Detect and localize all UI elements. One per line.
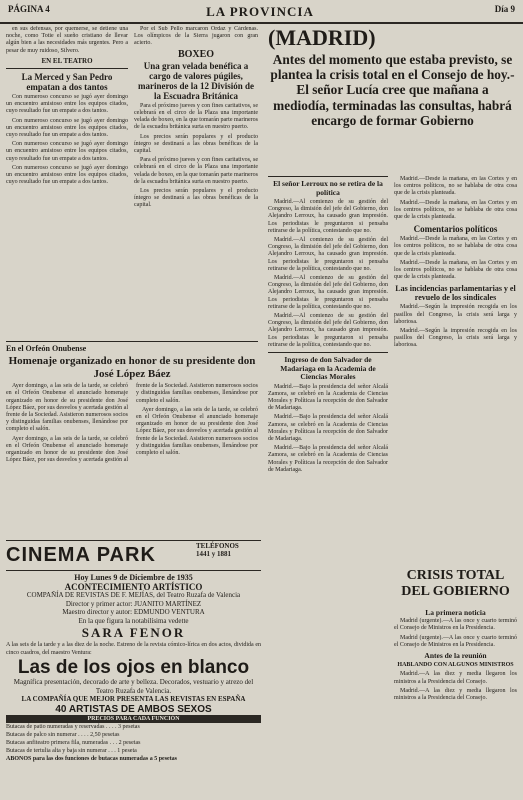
right-heading-3: Comentarios políticos [413, 224, 498, 235]
cinema-program-intro: A las seis de la tarde y a las diez de la noche. Estreno de la revista cómico-lírica en dos actos, dividida en cinco cuadros, del maestro Ventura: [6, 642, 261, 656]
mid-heading-1: BOXEO [177, 48, 215, 60]
left-body-2: Con numeroso concurso se jugó ayer domingo un encuentro amistoso entre los equipos citados, cuyo resultado fue un empate a dos tantos. [6, 94, 128, 115]
right-column-b [394, 176, 517, 566]
mid-heading-2: Una gran velada benéfica a cargo de valores púgiles, marineros de la 12 División de la Escuadra Británica [137, 60, 255, 101]
right-body-1c: Madrid.—Al comienzo de su gestión del Congreso, la dimisión del jefe del Gobierno, don Alejandro Lerroux, ha causado gran impresión. Los periodistas le preguntaron si pensaba retirarse de la política, contestando que no. [268, 275, 388, 310]
right-body-2c: Madrid.—Bajo la presidencia del señor Alcalá Zamora, se celebró en la Academia de Ciencias Morales y Políticas la recepción de don Salvador de Madariaga. [268, 445, 388, 473]
madrid-banner: (MADRID) [268, 25, 376, 50]
left-heading-2: La Merced y San Pedro empatan a dos tantos [21, 72, 113, 93]
phones-number: 1441 y 1881 [196, 550, 231, 558]
right-body-1b: Madrid.—Al comienzo de su gestión del Congreso, la dimisión del jefe del Gobierno, don Alejandro Lerroux, ha causado gran impresión. Los periodistas le preguntaron si pensaba retirarse de la política, contestando que no. [268, 237, 388, 272]
right-heading-2: Ingreso de don Salvador de Madariaga en la Academia de Ciencias Morales [280, 355, 376, 382]
crisis-banner: CRISIS TOTAL DEL GOBIERNO [401, 568, 510, 599]
crisis-body-1: Madrid (urgente).—A las once y cuarto terminó el Consejo de Ministros en la Presidencia. [394, 618, 517, 632]
cinema-vedette: SARA FENOR [81, 625, 186, 640]
crisis-body-2b: Madrid.—A las diez y media llegaron los ministros a la Presidencia del Consejo. [394, 687, 517, 702]
left-body-2b: Con numeroso concurso se jugó ayer domingo un encuentro amistoso entre los equipos citados, cuyo resultado fue un empate a dos tantos. [6, 117, 128, 139]
cinema-film-title: Las de los ojos en blanco [17, 657, 250, 678]
right-body-3b: Madrid.—Desde la mañana, en las Cortes y en los centros políticos, no se hablaba de otra cosa que de la crisis planteada. [394, 199, 517, 221]
mid-body-2: Para el próximo jueves y con fines caritativos, se celebrará en el circo de la Plaza una importante velada de boxeo, en la que tomarán parte marineros de la escuadra británica surta en nuestro puerto. [134, 102, 258, 131]
mid-body-1: Por el Sub Pello marcaron Ordaz y Cárdenas. Los olímpicos de la Sierra jugaron con gran acierto. [134, 26, 258, 47]
crisis-body-2: Madrid.—A las diez y media llegaron los ministros a la Presidencia del Consejo. [394, 671, 517, 685]
right-column-a [268, 176, 388, 776]
day-label: Día 9 [494, 4, 515, 14]
crisis-body-1b: Madrid (urgente).—A las once y cuarto terminó el Consejo de Ministros en la Presidencia. [394, 634, 517, 648]
crisis-heading-1: La primera noticia [425, 608, 486, 617]
page-label: PÁGINA 4 [8, 4, 50, 14]
cinema-event: ACONTECIMIENTO ARTÍSTICO [64, 581, 203, 592]
cinema-company-note: LA COMPAÑÍA QUE MEJOR PRESENTA LAS REVISTAS EN ESPAÑA [21, 695, 246, 703]
right-body-4b: Madrid.—Según la impresión recogida en los pasillos del Congreso, la crisis será larga y laboriosa. [394, 328, 517, 349]
right-body-3a: Madrid.—Desde la mañana, en las Cortes y en los centros políticos, no se hablaba de otra cosa que de la crisis planteada. [394, 176, 517, 197]
crisis-section [394, 606, 517, 796]
cinema-price-3: Butacas de tertulia alta y baja sin numerar . . . 1 peseta [6, 747, 137, 754]
cinema-credits: Magnífica presentación, decorado de arte y belleza. Decorados, vestuario y atrezo del Teatro Ruzafa de Valencia. [13, 678, 254, 695]
left-heading-1: EN EL TEATRO [41, 56, 93, 65]
orfeon-body-b: Ayer domingo, a las seis de la tarde, se celebró en el Orfeón Onubense el anunciado homenaje organizado en honor de su presidente don José López Báez, por sus desvelos y acertada gestión al frente de la Sociedad. Asistieron numerosos socios y distinguidas familias onubenses, llenándose por completo el salón. [6, 383, 258, 464]
main-headline: Antes del momento que estaba previsto, se plantea la crisis total en el Consejo de hoy.-El señor Lucía cree que mañana a mediodía, terminadas las consultas, habrá encargo de formar Gobierno [270, 52, 515, 128]
cinema-vedette-intro: En la que figura la notabilísima vedette [78, 616, 189, 625]
left-body-2d: Con numeroso concurso se jugó ayer domingo un encuentro amistoso entre los equipos citados, cuyo resultado fue un empate a dos tantos. [6, 164, 128, 186]
right-body-2b: Madrid.—Bajo la presidencia del señor Alcalá Zamora, se celebró en la Academia de Ciencias Morales y Políticas la recepción de don Salvador de Madariaga. [268, 414, 388, 442]
right-body-4: Madrid.—Según la impresión recogida en los pasillos del Congreso, la crisis será larga y laboriosa. [394, 304, 517, 325]
mid-body-2b: Para el próximo jueves y con fines caritativos, se celebrará en el circo de la Plaza una importante velada de boxeo, en la que tomarán parte marineros de la escuadra británica surta en nuestro puerto. [134, 157, 258, 185]
star-label: Maestro director y autor: [62, 608, 133, 616]
right-heading-1: El señor Lerroux no se retira de la política [273, 179, 383, 197]
star-name: EDMUNDO VENTURA [133, 608, 205, 616]
cinema-price-0: Butacas de patio numeradas y reservadas . . . . 3 pesetas [6, 723, 140, 730]
orfeon-headline: Homenaje organizado en honor de su presidente don José López Báez [8, 355, 256, 381]
right-body-1d: Madrid.—Al comienzo de su gestión del Congreso, la dimisión del jefe del Gobierno, don Alejandro Lerroux, ha causado gran impresión. Los periodistas le preguntaron si pensaba retirarse de la política, contestando que no. [268, 313, 388, 348]
orfeon-section [6, 338, 258, 536]
left-body-1: en sus defensas, por quemerse, se detiene una noche, como Totie el sueño cristiano de llevar algún bien a las necesidades más urgentes. Pero a pesar de muy ruidoso, Silvero. [6, 26, 128, 54]
cinema-company: COMPAÑÍA DE REVISTAS DE F. MEJÍAS, del Teatro Ruzafa de Valencia [26, 591, 241, 599]
orfeon-body: Ayer domingo, a las seis de la tarde, se celebró en el Orfeón Onubense el anunciado homenaje organizado en honor de su presidente don José López Báez, por sus desvelos y acertada gestión al frente de la Sociedad. Asistieron numerosos socios y distinguidas familias onubenses, llenándose por completo el salón. [6, 383, 128, 433]
left-body-2c: Con numeroso concurso se jugó ayer domingo un encuentro amistoso entre los equipos citados, cuyo resultado fue un empate a dos tantos. [6, 141, 128, 162]
cinema-date: Hoy Lunes 9 de Diciembre de 1935 [74, 573, 193, 582]
cinema-phones [196, 542, 239, 558]
cinema-girls: 40 ARTISTAS DE AMBOS SEXOS [55, 703, 212, 715]
cinema-ad [6, 540, 261, 796]
orfeon-kicker: En el Orfeón Onubense [6, 344, 87, 353]
masthead: LA PROVINCIA [206, 4, 314, 19]
mid-column [134, 26, 258, 338]
page-header [0, 0, 523, 24]
mid-body-3b: Los precios serán populares y el producto íntegro se destinará a las obras benéficas de la capital. [134, 188, 258, 209]
right-body-1: Madrid.—Al comienzo de su gestión del Congreso, la dimisión del jefe del Gobierno, don Alejandro Lerroux, ha causado gran impresión. Los periodistas le preguntaron si pensaba retirarse de la política, contestando que no. [268, 199, 388, 234]
crisis-heading-3: HABLANDO CON ALGUNOS MINISTROS [397, 662, 514, 669]
phones-label: TELÉFONOS [196, 542, 239, 550]
mid-body-3: Los precios serán populares y el producto íntegro se destinará a las obras benéficas de la capital. [134, 133, 258, 155]
cinema-star [6, 608, 261, 617]
orfeon-body-c: Ayer domingo, a las seis de la tarde, se celebró en el Orfeón Onubense el anunciado homenaje organizado en honor de su presidente don José López Báez, por sus desvelos y acertada gestión al frente de la Sociedad. Asistieron numerosos socios y distinguidas familias onubenses, llenándose por completo el salón. [136, 406, 258, 457]
cinema-price-1: Butacas de palco sin numerar . . . . 2,50 pesetas [6, 731, 120, 738]
cinema-footer: ABONOS para las dos funciones de butacas numeradas a 5 pesetas [6, 755, 178, 762]
cinema-director: Director y primer actor: JUANITO MARTÍNEZ [65, 599, 202, 608]
right-body-2: Madrid.—Bajo la presidencia del señor Alcalá Zamora, se celebró en la Academia de Ciencias Morales y Políticas la recepción de don Salvador de Madariaga. [268, 383, 388, 412]
right-body-3c: Madrid.—Desde la mañana, en las Cortes y en los centros políticos, no se hablaba de otra cosa que de la crisis planteada. [394, 259, 517, 281]
right-heading-4: Las incidencias parlamentarias y el revuelo de los sindicales [395, 284, 516, 303]
cinema-prices-label: PRECIOS PARA CADA FUNCIÓN [6, 715, 261, 723]
cinema-price-2: Butacas anfiteatro primera fila, numeradas . . . 2 pesetas [6, 739, 141, 746]
right-body-3: Madrid.—Desde la mañana, en las Cortes y en los centros políticos, no se hablaba de otra cosa que de la crisis planteada. [394, 236, 517, 257]
crisis-heading-2: Antes de la reunión [424, 651, 487, 661]
cinema-name: CINEMA PARK [6, 544, 156, 566]
